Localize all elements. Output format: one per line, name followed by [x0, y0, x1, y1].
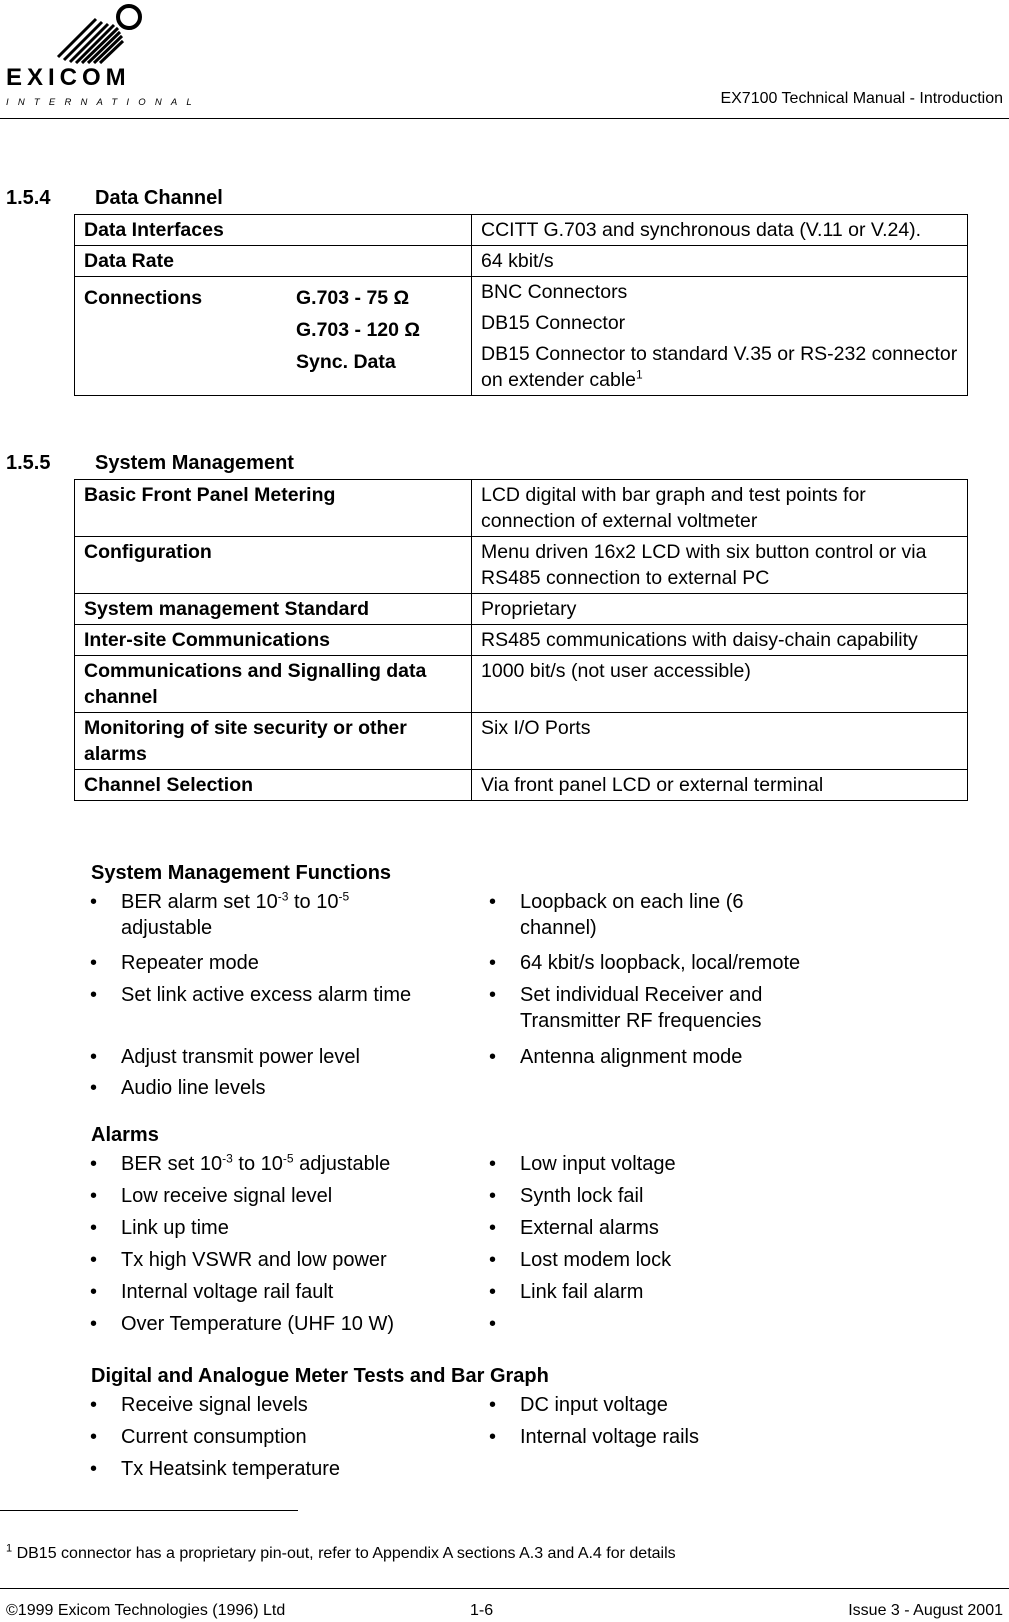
row-value: Menu driven 16x2 LCD with six button control or via RS485 connection to external PC [472, 537, 968, 594]
header-divider [0, 118, 1009, 119]
table-row [75, 625, 968, 656]
row-label: Configuration [75, 537, 472, 594]
alarms-heading: Alarms [91, 1124, 159, 1146]
row-label: Data Interfaces [75, 215, 472, 246]
document-title: EX7100 Technical Manual - Introduction [720, 90, 1003, 107]
table-row [75, 656, 968, 713]
footer-copyright: ©1999 Exicom Technologies (1996) Ltd [6, 1602, 286, 1619]
table-row [75, 713, 968, 770]
row-value: DB15 Connector to standard V.35 or RS-232 connector on extender cable [481, 343, 958, 391]
row-label: Inter-site Communications [75, 625, 472, 656]
table-row [75, 215, 968, 246]
system-management-table [74, 479, 968, 801]
row-label: Data Rate [75, 246, 472, 277]
exicom-swoosh-icon [44, 2, 144, 64]
footnote-mark: 1 [6, 1542, 13, 1555]
row-label: Monitoring of site security or other alarms [75, 713, 472, 770]
row-label: Basic Front Panel Metering [75, 480, 472, 537]
logo-subtext: INTERNATIONAL [6, 97, 201, 108]
table-row [75, 246, 968, 277]
page-number: 1-6 [470, 1602, 494, 1619]
connection-type: G.703 - 75 Ω [296, 287, 410, 309]
row-value: Proprietary [472, 594, 968, 625]
table-row [75, 770, 968, 801]
logo-wordmark: EXICOM [6, 64, 131, 91]
table-row [75, 480, 968, 537]
connections-label-cell [75, 277, 472, 396]
section-heading-system-management [6, 452, 294, 475]
connection-type: Sync. Data [296, 351, 396, 373]
section-heading-data-channel [6, 187, 223, 210]
row-value: 64 kbit/s [472, 246, 968, 277]
row-value: 1000 bit/s (not user accessible) [472, 656, 968, 713]
row-value: Six I/O Ports [472, 713, 968, 770]
row-value: BNC Connectors [481, 281, 628, 303]
functions-heading: System Management Functions [91, 862, 392, 884]
section-title: System Management [95, 452, 294, 474]
footer-divider [0, 1588, 1009, 1589]
table-row [75, 594, 968, 625]
footnote-text: DB15 connector has a proprietary pin-out, refer to Appendix A sections A.3 and A.4 for details [12, 1545, 676, 1562]
company-logo [4, 2, 201, 110]
footnote [6, 1542, 676, 1563]
row-label: Channel Selection [75, 770, 472, 801]
row-value: CCITT G.703 and synchronous data (V.11 or V.24). [472, 215, 968, 246]
row-value: DB15 Connector [481, 312, 626, 334]
section-number: 1.5.4 [6, 187, 51, 209]
row-value: Via front panel LCD or external terminal [472, 770, 968, 801]
row-label: System management Standard [75, 594, 472, 625]
row-label: Connections [84, 287, 203, 309]
row-label: Communications and Signalling data channel [75, 656, 472, 713]
section-number: 1.5.5 [6, 452, 51, 474]
meter-tests-heading: Digital and Analogue Meter Tests and Bar Graph [91, 1365, 549, 1387]
connections-value-cell [472, 277, 968, 396]
table-row-connections [75, 277, 968, 396]
row-value: RS485 communications with daisy-chain capability [472, 625, 968, 656]
row-value: LCD digital with bar graph and test points for connection of external voltmeter [472, 480, 968, 537]
footer-issue: Issue 3 - August 2001 [848, 1602, 1003, 1619]
connection-type: G.703 - 120 Ω [296, 319, 421, 341]
row-value-with-footnote [481, 341, 958, 393]
section-title: Data Channel [95, 187, 223, 209]
table-row [75, 537, 968, 594]
data-channel-table [74, 214, 968, 396]
footnote-reference[interactable]: 1 [636, 367, 643, 382]
footnote-divider [0, 1510, 298, 1511]
